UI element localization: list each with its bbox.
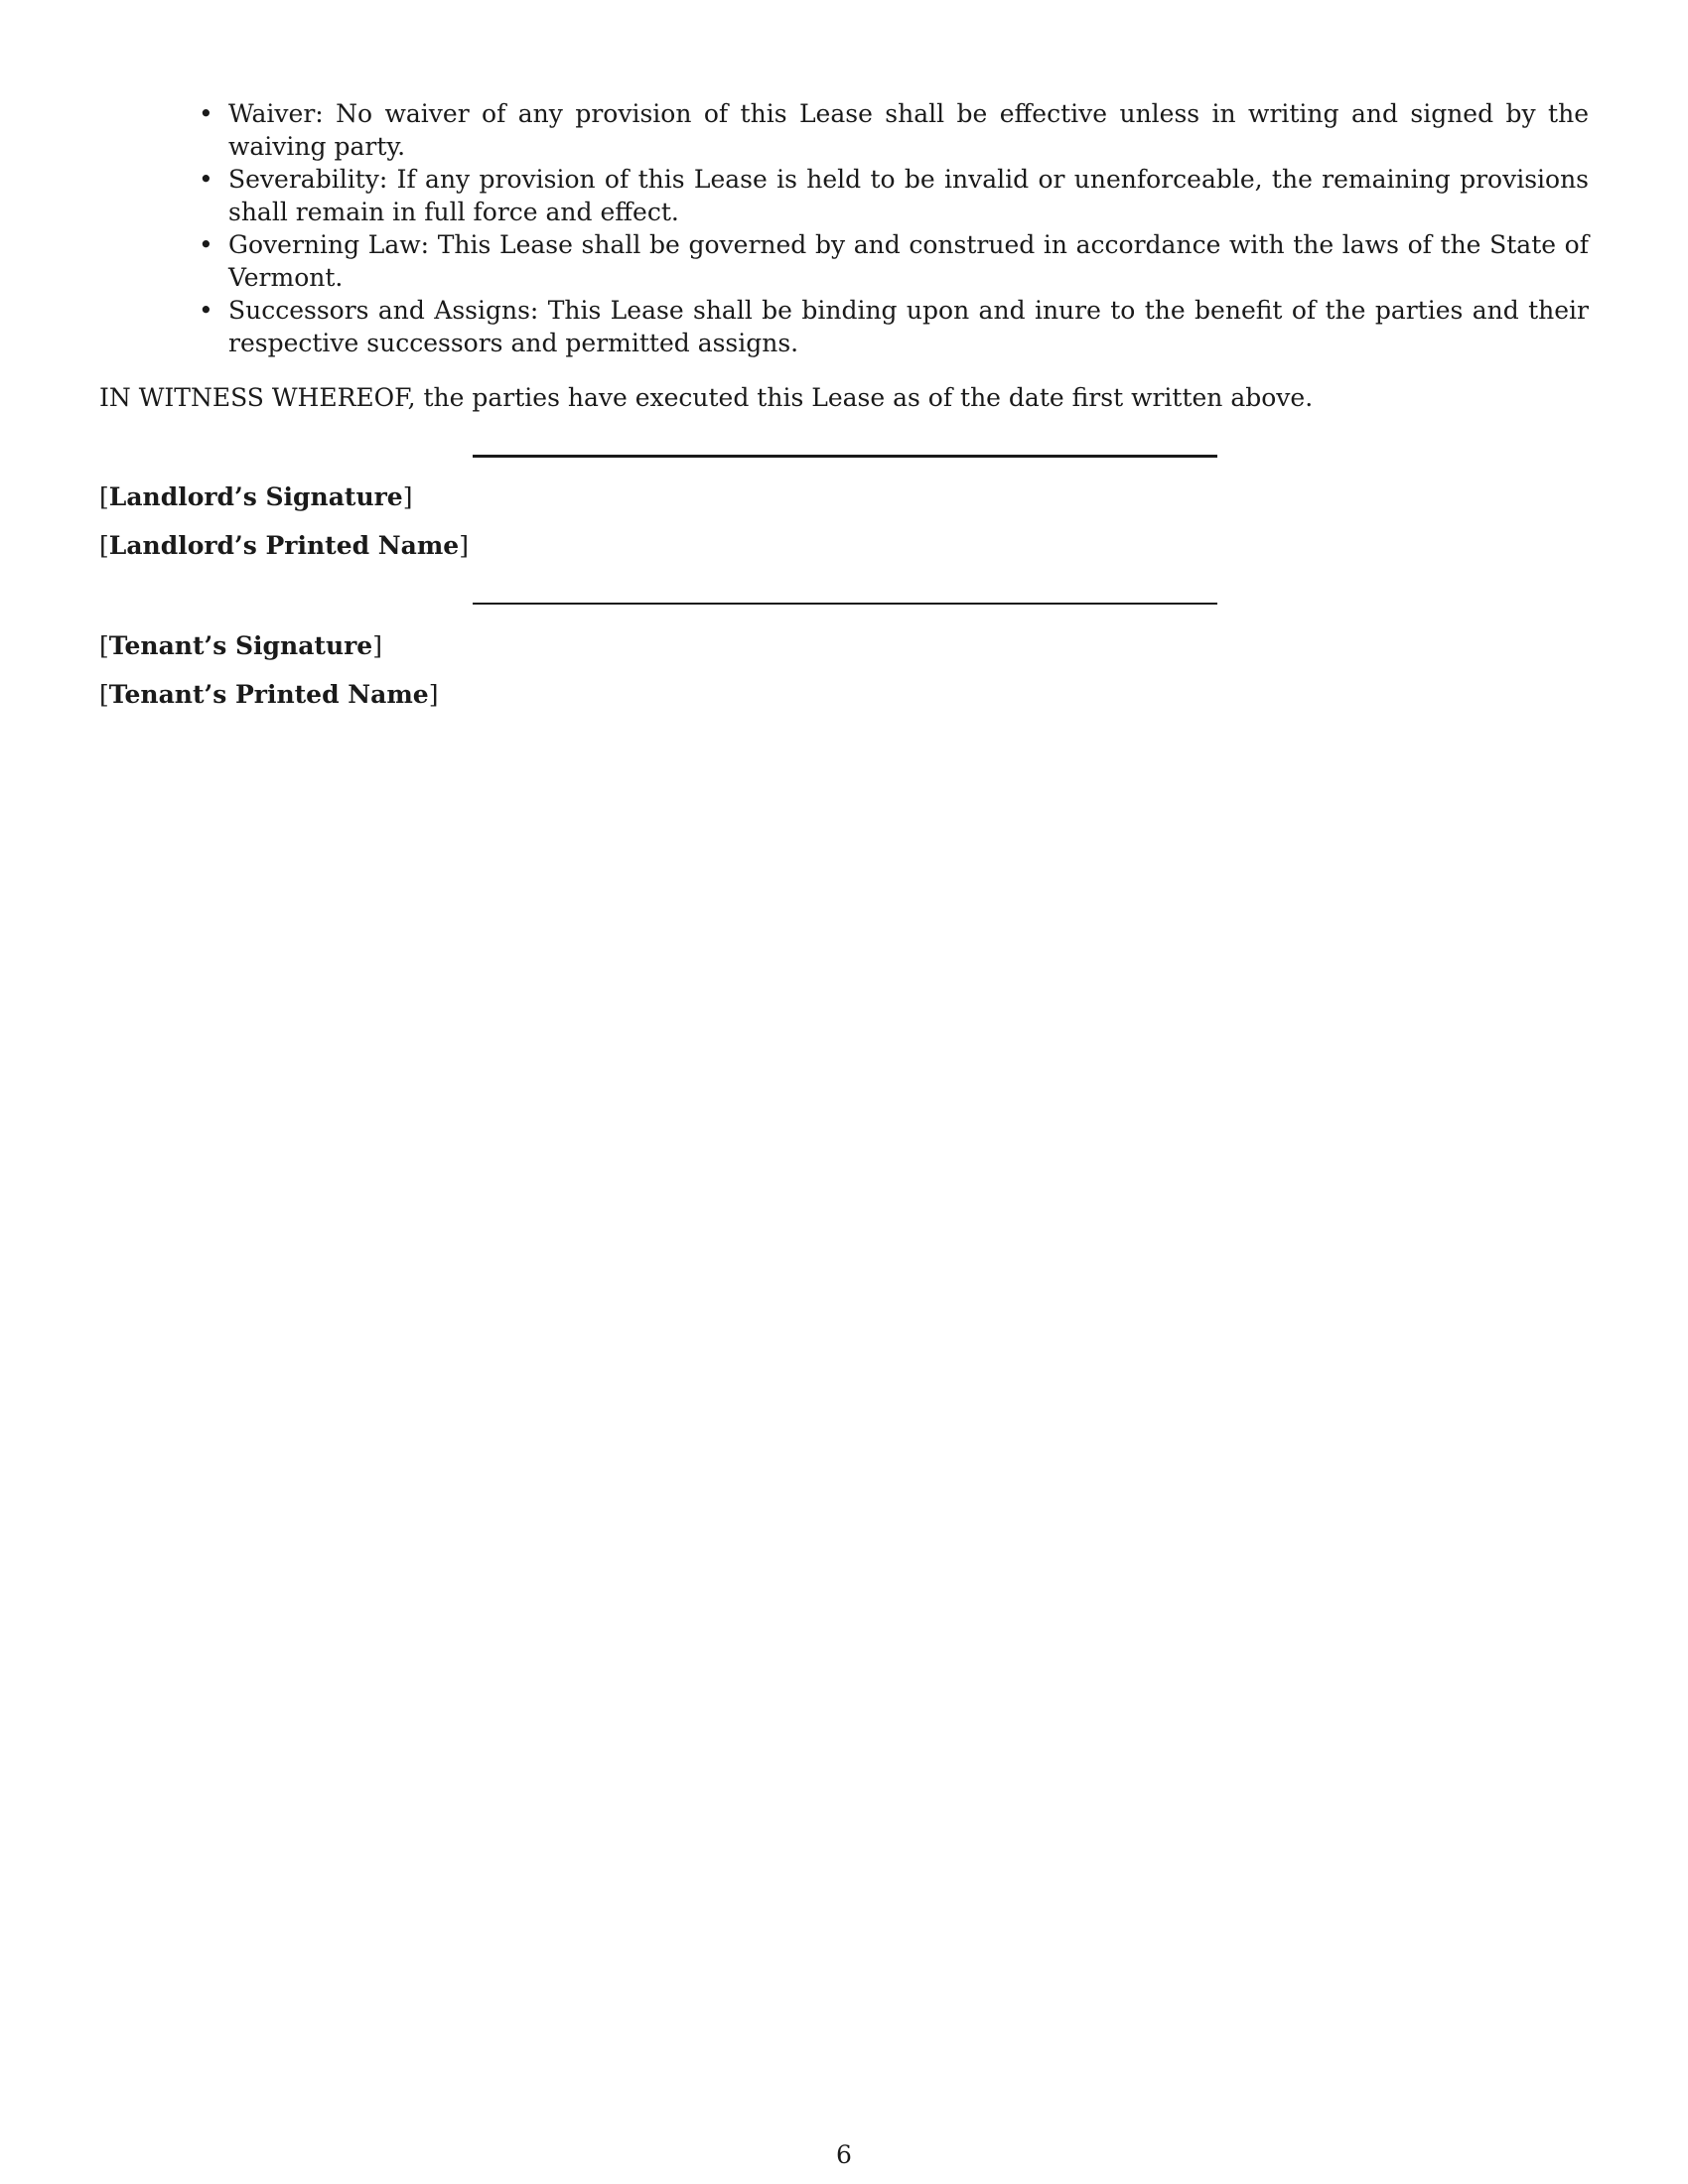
clause-list — [199, 97, 1589, 359]
clause-governing-law — [199, 228, 1589, 294]
tenant-printed-name-label — [99, 678, 438, 711]
tenant-printed-name-text: Tenant’s Printed Name — [108, 680, 429, 709]
bullet-icon: • — [199, 296, 213, 325]
open-bracket: [ — [99, 680, 109, 709]
tenant-signature-line — [473, 603, 1217, 605]
open-bracket: [ — [99, 631, 109, 660]
landlord-printed-name-text: Landlord’s Printed Name — [108, 531, 460, 560]
tenant-signature-text: Tenant’s Signature — [108, 631, 373, 660]
close-bracket: ] — [428, 680, 439, 709]
clause-severability — [199, 163, 1589, 228]
clause-text: Successors and Assigns: This Lease shall be binding upon and inure to the benefit of the parties and their respective successors and permitted assigns. — [228, 296, 1589, 357]
clause-text: Governing Law: This Lease shall be governed by and construed in accordance with the laws of the State of Vermont. — [228, 230, 1589, 292]
open-bracket: [ — [99, 482, 109, 511]
clause-waiver — [199, 97, 1589, 163]
clause-successors-assigns — [199, 294, 1589, 359]
close-bracket: ] — [459, 531, 469, 560]
tenant-signature-label — [99, 629, 382, 662]
bullet-icon: • — [199, 230, 213, 259]
landlord-signature-label — [99, 480, 412, 513]
witness-statement: IN WITNESS WHEREOF, the parties have executed this Lease as of the date first written above. — [99, 383, 1314, 412]
landlord-printed-name-label — [99, 529, 469, 562]
bullet-icon: • — [199, 99, 213, 128]
page-number: 6 — [836, 2140, 852, 2169]
landlord-signature-text: Landlord’s Signature — [108, 482, 403, 511]
bullet-icon: • — [199, 165, 213, 194]
clause-text: Waiver: No waiver of any provision of this Lease shall be effective unless in writing and signed by the waiving party. — [228, 99, 1589, 161]
open-bracket: [ — [99, 531, 109, 560]
close-bracket: ] — [372, 631, 382, 660]
close-bracket: ] — [402, 482, 413, 511]
landlord-signature-line — [473, 455, 1217, 458]
clause-text: Severability: If any provision of this Lease is held to be invalid or unenforceable, the remaining provisions shall remain in full force and effect. — [228, 165, 1589, 226]
